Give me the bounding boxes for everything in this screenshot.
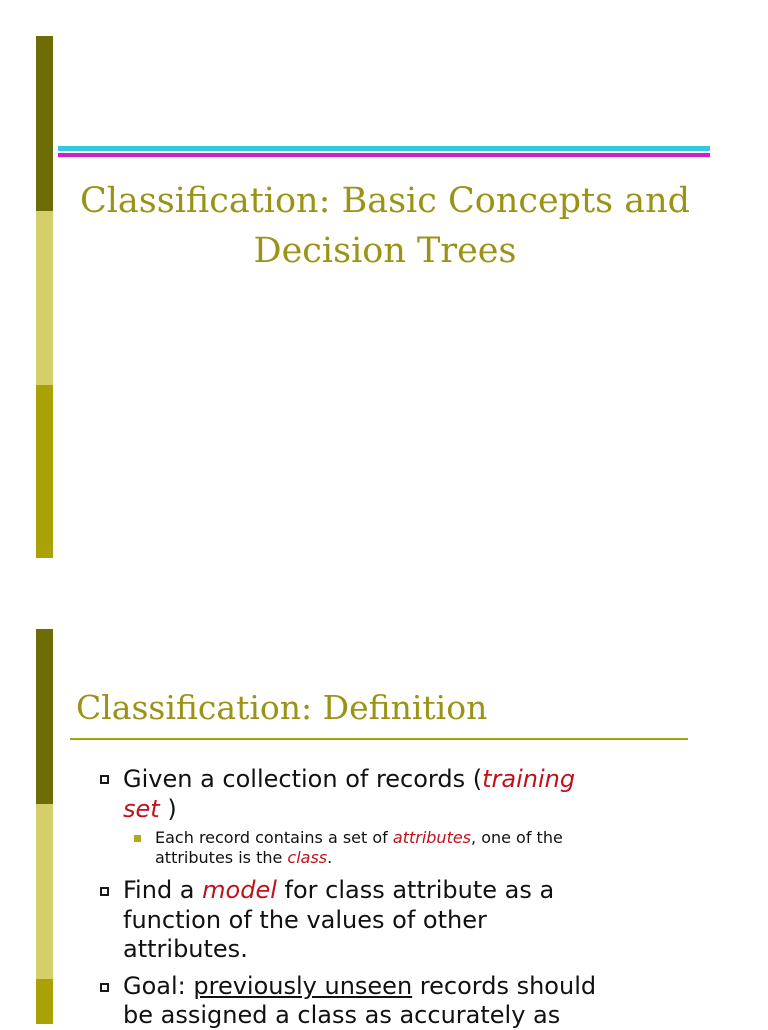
bullet2-line3: attributes. bbox=[123, 935, 248, 963]
slide2-sidebar-light-segment bbox=[36, 804, 53, 979]
slide2-title-underline bbox=[70, 738, 688, 740]
bullet1-line2: set ) bbox=[123, 795, 177, 823]
filled-square-subbullet-icon bbox=[134, 835, 141, 842]
slide1-sidebar-mid-segment bbox=[36, 385, 53, 558]
slide1-sidebar-light-segment bbox=[36, 211, 53, 385]
hollow-square-bullet-icon bbox=[100, 775, 109, 784]
bullet3-line2: be assigned a class as accurately as bbox=[123, 1001, 561, 1029]
slide2-sidebar-dark-segment bbox=[36, 629, 53, 804]
slide1-title-line2: Decision Trees bbox=[253, 231, 517, 271]
title-rule-cyan bbox=[58, 146, 710, 151]
subbullet1-line1: Each record contains a set of attributes, one of the bbox=[155, 828, 563, 847]
bullet2-line2: function of the values of other bbox=[123, 906, 487, 934]
slide2-sidebar-mid-segment bbox=[36, 979, 53, 1024]
subbullet1-line2: attributes is the class. bbox=[155, 848, 333, 867]
hollow-square-bullet-icon bbox=[100, 887, 109, 896]
slide1-sidebar-dark-segment bbox=[36, 36, 53, 211]
hollow-square-bullet-icon bbox=[100, 983, 109, 992]
slide1-title-line1: Classification: Basic Concepts and bbox=[79, 181, 691, 221]
slide1-title bbox=[60, 176, 710, 276]
bullet2-line1: Find a model for class attribute as a bbox=[123, 876, 555, 904]
title-rule-magenta bbox=[58, 153, 710, 157]
slide2-title: Classification: Definition bbox=[76, 688, 488, 727]
bullet1-line1: Given a collection of records (training bbox=[123, 765, 576, 793]
bullet3-line1: Goal: previously unseen records should bbox=[123, 972, 597, 1000]
